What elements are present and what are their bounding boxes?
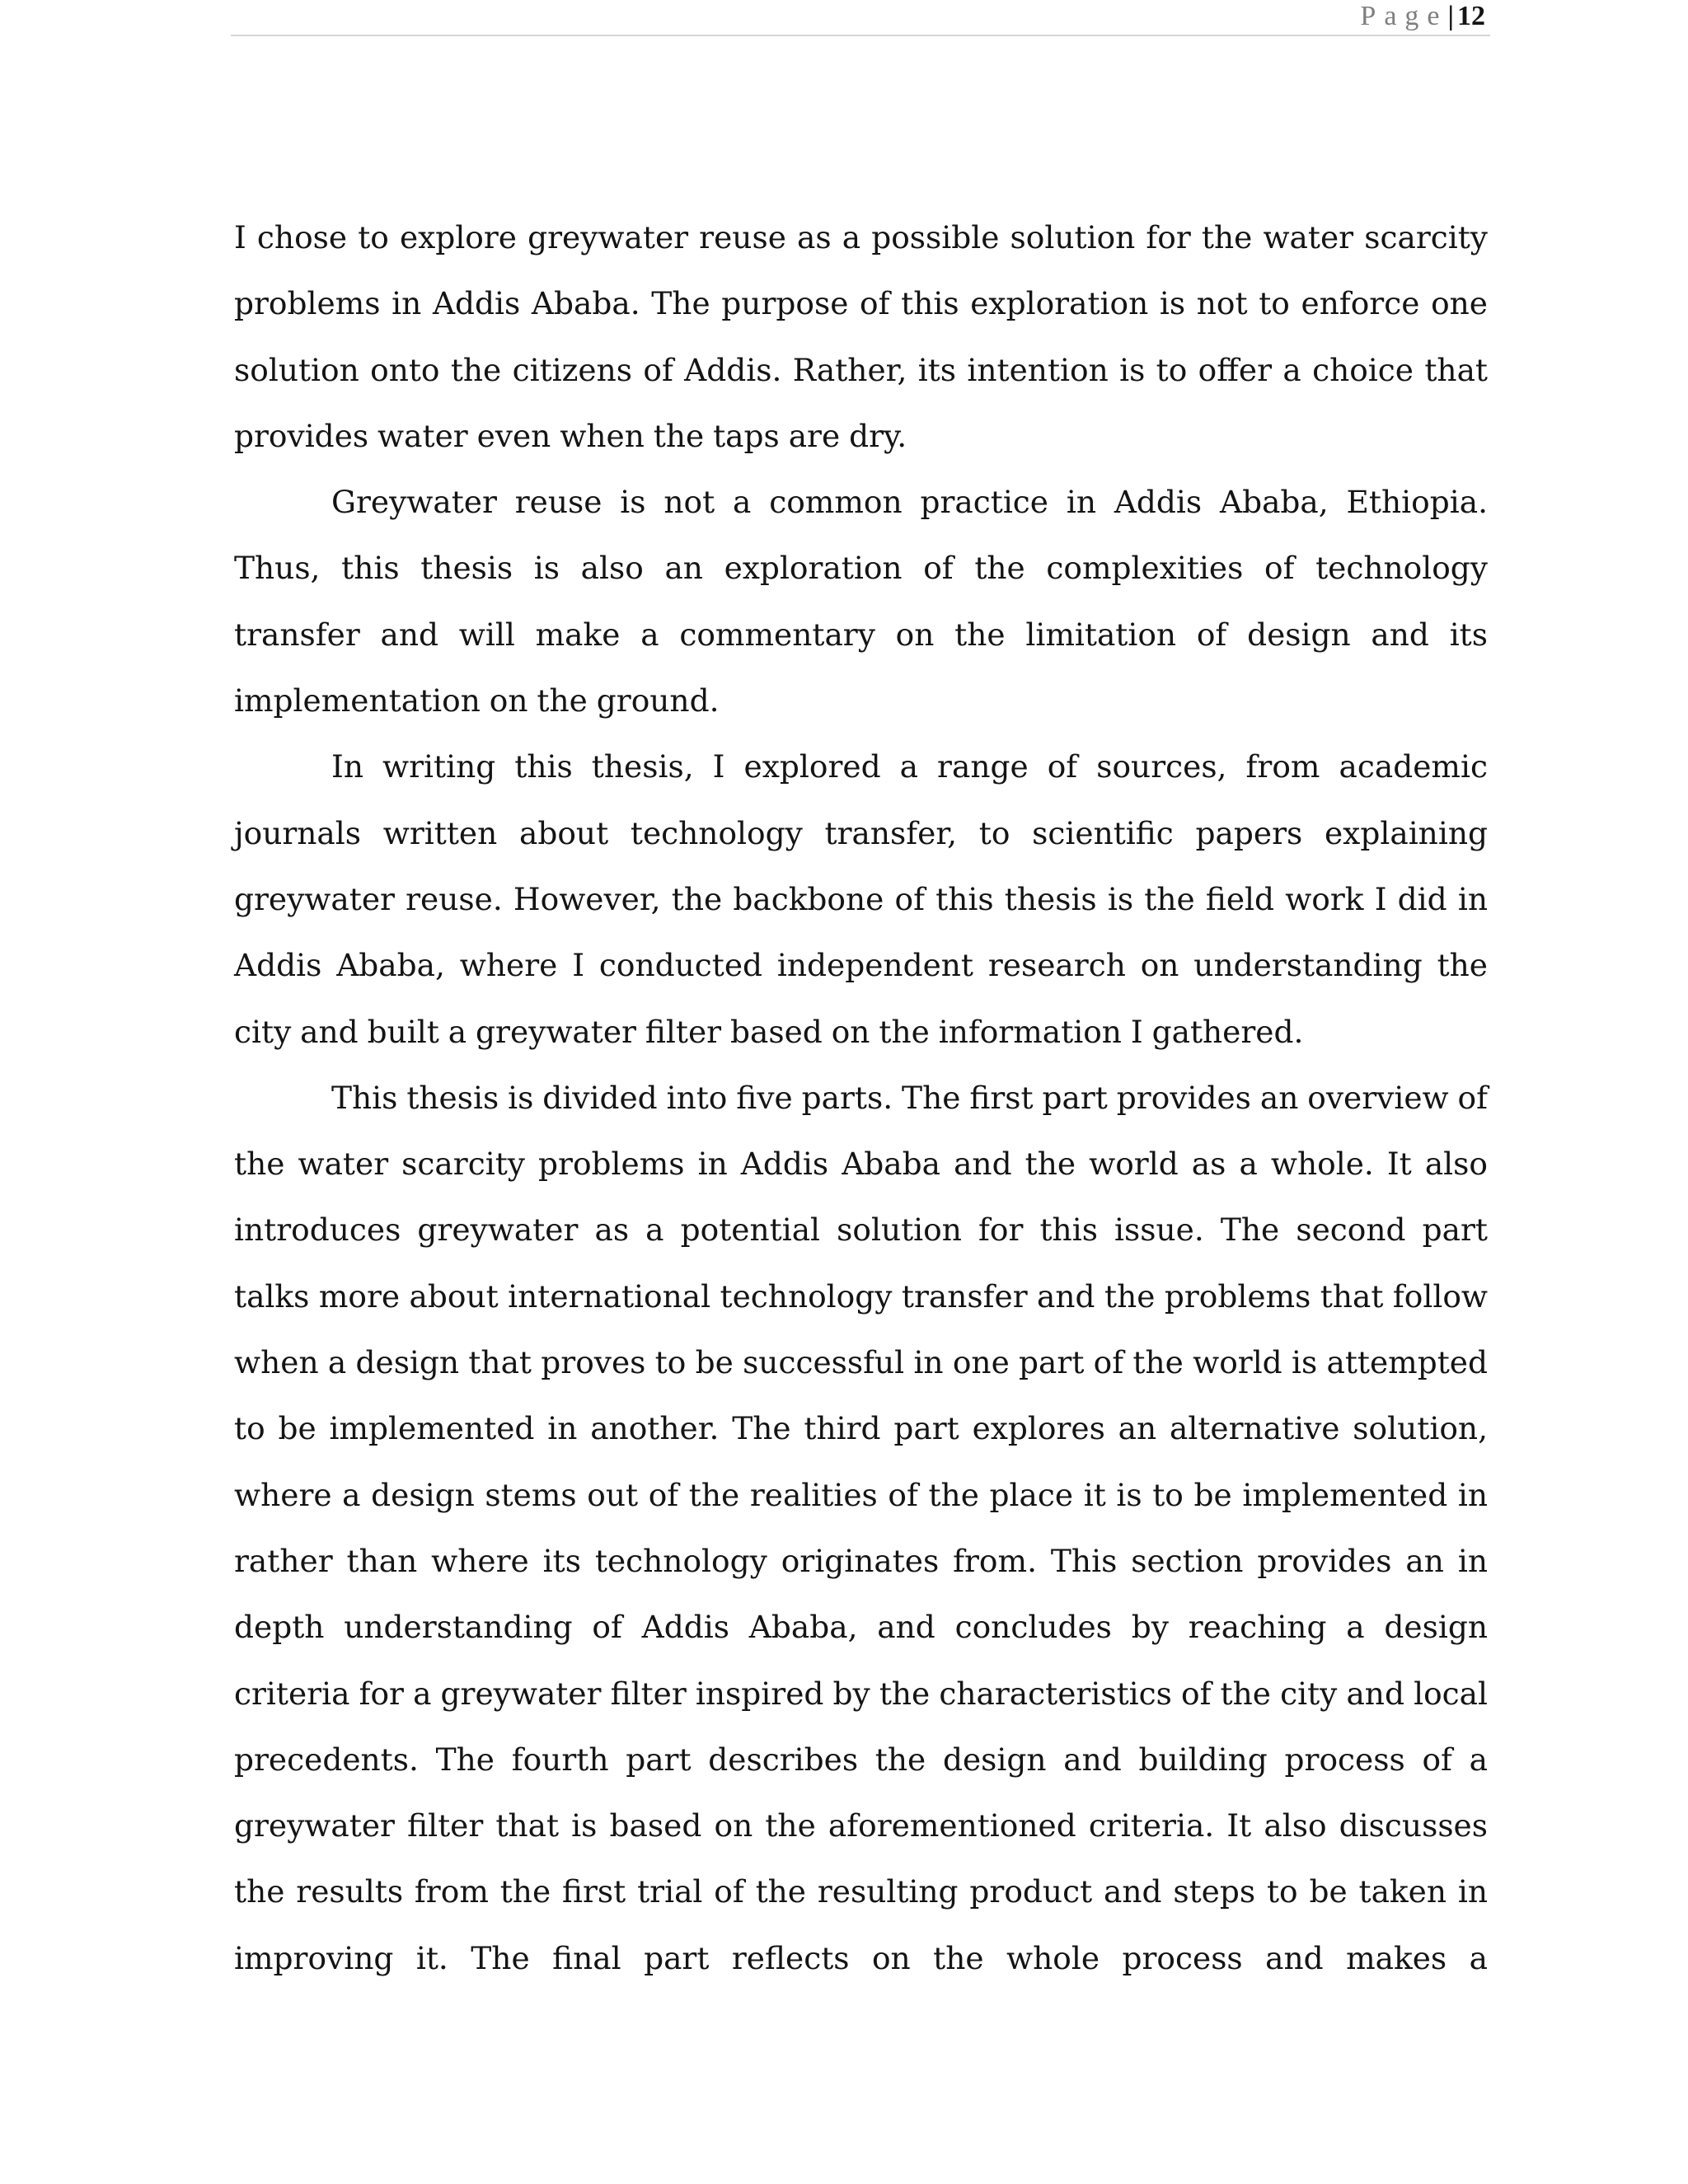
page-word: Page [1360,1,1448,31]
page-number-label [1360,1,1485,32]
page-separator: | [1447,1,1454,31]
paragraph-intro: I chose to explore greywater reuse as a possible solution for the water scarcity problems in Addis Ababa. The purpose of this exploration is not to enforce one solution onto the citizens of Addis. Rather, its intention is to offer a choice that provides water even when the taps are dry. [234,219,1488,454]
page-header [231,0,1490,36]
paragraph-sources: In writing this thesis, I explored a range of sources, from academic journals written about technology transfer, to scientific papers explaining greywater reuse. However, the backbone of this thesis is the field work I did in Addis Ababa, where I conducted independent research on understanding the city and built a greywater filter based on the information I gathered. [234,748,1488,1050]
paragraph-greywater-practice: Greywater reuse is not a common practice in Addis Ababa, Ethiopia. Thus, this thesis is also an exploration of the complexities of technology transfer and will make a commentary on the limitation of design and its implementation on the ground. [234,484,1488,719]
document-body [234,204,1488,1991]
paragraph-thesis-structure: This thesis is divided into five parts. The first part provides an overview of the water scarcity problems in Addis Ababa and the world as a whole. It also introduces greywater as a potential solution for this issue. The second part talks more about international technology transfer and the problems that follow when a design that proves to be successful in one part of the world is attempted to be implemented in another. The third part explores an alternative solution, where a design stems out of the realities of the place it is to be implemented in rather than where its technology originates from. This section provides an in depth understanding of Addis Ababa, and concludes by reaching a design criteria for a greywater filter inspired by the characteristics of the city and local precedents. The fourth part describes the design and building process of a greywater filter that is based on the aforementioned criteria. It also discusses the results from the first trial of the resulting product and steps to be taken in improving it. The final part reflects on the whole process and makes a [234,1079,1488,1976]
page-number: 12 [1457,1,1485,31]
